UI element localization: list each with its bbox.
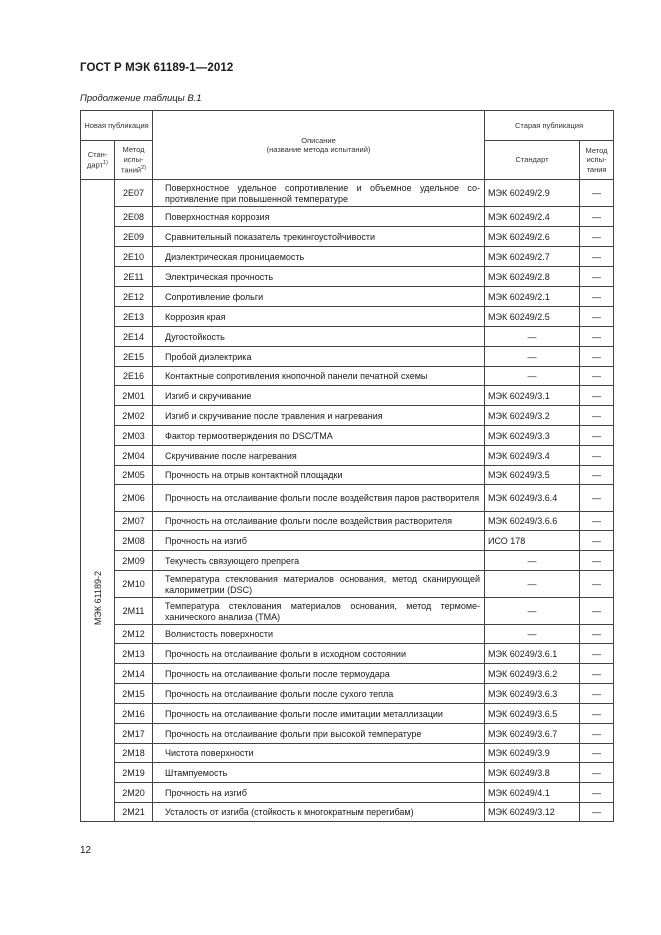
description-cell: Чистота поверхности: [153, 744, 485, 763]
old-method-cell: —: [580, 684, 614, 704]
old-standard-cell: МЭК 60249/3.6.3: [485, 684, 580, 704]
description-cell: Прочность на отслаивание фольги в исходном состоянии: [153, 644, 485, 664]
old-standard-cell: МЭК 60249/3.6.4: [485, 485, 580, 512]
method-code-cell: 2M13: [115, 644, 153, 664]
description-cell: Прочность на отслаивание фольги при высокой температуре: [153, 724, 485, 744]
table-row: [81, 347, 614, 367]
old-standard-cell: МЭК 60249/3.4: [485, 446, 580, 466]
table-row: [81, 466, 614, 485]
old-method-cell: —: [580, 783, 614, 803]
description-cell: Прочность на изгиб: [153, 783, 485, 803]
description-cell: Температура стеклования материалов основания, метод термомеханического анализа (ТМА): [153, 598, 485, 625]
method-code-cell: 2M08: [115, 531, 153, 551]
table-row: [81, 227, 614, 247]
table-row: [81, 287, 614, 307]
old-standard-cell: —: [485, 598, 580, 625]
page-number: 12: [80, 845, 92, 856]
description-cell: Прочность на отслаивание фольги после термоудара: [153, 664, 485, 684]
old-standard-cell: —: [485, 551, 580, 571]
table-row: [81, 744, 614, 763]
old-method-cell: —: [580, 466, 614, 485]
description-cell: Дугостойкость: [153, 327, 485, 347]
old-standard-cell: МЭК 60249/2.4: [485, 207, 580, 227]
old-standard-cell: —: [485, 347, 580, 367]
old-method-cell: —: [580, 803, 614, 822]
description-cell: Сопротивление фольги: [153, 287, 485, 307]
table-row: [81, 207, 614, 227]
old-method-cell: —: [580, 763, 614, 783]
old-standard-cell: МЭК 60249/2.7: [485, 247, 580, 267]
old-method-cell: —: [580, 406, 614, 426]
description-cell: Сравнительный показатель трекингоустойчивости: [153, 227, 485, 247]
old-method-cell: —: [580, 386, 614, 406]
old-standard-cell: МЭК 60249/4.1: [485, 783, 580, 803]
old-method-cell: —: [580, 367, 614, 386]
description-cell: Усталость от изгиба (стойкость к многократным перегибам): [153, 803, 485, 822]
method-code-cell: 2M21: [115, 803, 153, 822]
old-standard-cell: МЭК 60249/3.8: [485, 763, 580, 783]
description-cell: Фактор термоотверждения по DSC/TMA: [153, 426, 485, 446]
description-cell: Изгиб и скручивание: [153, 386, 485, 406]
method-code-cell: 2E09: [115, 227, 153, 247]
old-method-cell: —: [580, 207, 614, 227]
method-code-cell: 2M11: [115, 598, 153, 625]
method-code-cell: 2E15: [115, 347, 153, 367]
old-standard-cell: МЭК 60249/3.6.6: [485, 512, 580, 531]
method-code-cell: 2E11: [115, 267, 153, 287]
old-standard-cell: МЭК 60249/3.6.2: [485, 664, 580, 684]
table-row: [81, 406, 614, 426]
table-row: [81, 512, 614, 531]
table-row: [81, 598, 614, 625]
old-method-cell: —: [580, 571, 614, 598]
old-standard-cell: МЭК 60249/3.6.1: [485, 644, 580, 664]
description-cell: Температура стеклования материалов основания, метод сканирующей калориметрии (DSC): [153, 571, 485, 598]
description-cell: Поверхностное удельное сопротивление и объемное удельное сопротивление при повышенной температуре: [153, 180, 485, 207]
description-cell: Изгиб и скручивание после травления и нагревания: [153, 406, 485, 426]
old-method-cell: —: [580, 551, 614, 571]
method-code-cell: 2M02: [115, 406, 153, 426]
table-row: [81, 664, 614, 684]
description-cell: Диэлектрическая проницаемость: [153, 247, 485, 267]
old-method-cell: —: [580, 598, 614, 625]
description-cell: Коррозия края: [153, 307, 485, 327]
method-code-cell: 2M06: [115, 485, 153, 512]
old-standard-cell: МЭК 60249/2.5: [485, 307, 580, 327]
table-row: [81, 327, 614, 347]
description-header: Описание (название метода испытаний): [153, 111, 485, 180]
old-method-cell: —: [580, 180, 614, 207]
standard-group-cell: [81, 180, 115, 822]
table-row: [81, 426, 614, 446]
table-body: [81, 180, 614, 822]
description-cell: Штампуемость: [153, 763, 485, 783]
method-header: Метод испы- таний$^{2)}$: [115, 141, 153, 180]
table-row: [81, 267, 614, 287]
table-row: [81, 803, 614, 822]
method-code-cell: 2M03: [115, 426, 153, 446]
old-standard-cell: МЭК 60249/3.5: [485, 466, 580, 485]
old-method-cell: —: [580, 744, 614, 763]
method-code-cell: 2M14: [115, 664, 153, 684]
table-row: [81, 386, 614, 406]
old-method-cell: —: [580, 446, 614, 466]
old-method-cell: —: [580, 426, 614, 446]
old-standard-cell: МЭК 60249/3.9: [485, 744, 580, 763]
table-row: [81, 307, 614, 327]
table-row: [81, 684, 614, 704]
old-method-cell: —: [580, 644, 614, 664]
old-standard-cell: ИСО 178: [485, 531, 580, 551]
description-cell: Текучесть связующего препрега: [153, 551, 485, 571]
description-cell: Пробой диэлектрика: [153, 347, 485, 367]
old-standard-cell: МЭК 60249/2.9: [485, 180, 580, 207]
method-code-cell: 2M20: [115, 783, 153, 803]
old-method-cell: —: [580, 724, 614, 744]
description-cell: Прочность на отрыв контактной площадки: [153, 466, 485, 485]
table-row: [81, 704, 614, 724]
old-method-cell: —: [580, 704, 614, 724]
method-code-cell: 2E08: [115, 207, 153, 227]
method-code-cell: 2M16: [115, 704, 153, 724]
method-code-cell: 2E16: [115, 367, 153, 386]
method-code-cell: 2M01: [115, 386, 153, 406]
old-standard-cell: —: [485, 625, 580, 644]
description-cell: Электрическая прочность: [153, 267, 485, 287]
description-cell: Прочность на отслаивание фольги после сухого тепла: [153, 684, 485, 704]
old-standard-cell: МЭК 60249/3.3: [485, 426, 580, 446]
old-method-cell: —: [580, 485, 614, 512]
method-code-cell: 2M05: [115, 466, 153, 485]
table-row: [81, 485, 614, 512]
old-standard-cell: —: [485, 367, 580, 386]
old-standard-cell: МЭК 60249/2.8: [485, 267, 580, 287]
method-code-cell: 2M09: [115, 551, 153, 571]
old-standard-cell: МЭК 60249/3.12: [485, 803, 580, 822]
old-method-cell: —: [580, 307, 614, 327]
description-cell: Прочность на изгиб: [153, 531, 485, 551]
old-standard-cell: МЭК 60249/2.1: [485, 287, 580, 307]
method-code-cell: 2M07: [115, 512, 153, 531]
old-method-cell: —: [580, 625, 614, 644]
table-row: [81, 247, 614, 267]
data-table: [80, 110, 614, 822]
old-method-cell: —: [580, 512, 614, 531]
new-publication-header: Новая публикация: [81, 111, 153, 141]
old-method-cell: —: [580, 227, 614, 247]
description-cell: Поверхностная коррозия: [153, 207, 485, 227]
standard-header: Стан- дарт$^{1)}$: [81, 141, 115, 180]
method-code-cell: 2E07: [115, 180, 153, 207]
table-row: [81, 571, 614, 598]
document-title: ГОСТ Р МЭК 61189-1—2012: [80, 62, 234, 74]
old-standard-cell: МЭК 60249/2.6: [485, 227, 580, 247]
table-caption: Продолжение таблицы В.1: [80, 93, 202, 104]
old-method-cell: —: [580, 347, 614, 367]
table-row: [81, 180, 614, 207]
method-code-cell: 2M15: [115, 684, 153, 704]
old-method-cell: —: [580, 327, 614, 347]
old-method-cell: —: [580, 664, 614, 684]
method-code-cell: 2M19: [115, 763, 153, 783]
old-standard-cell: —: [485, 327, 580, 347]
table-row: [81, 783, 614, 803]
method-code-cell: 2E10: [115, 247, 153, 267]
description-cell: Прочность на отслаивание фольги после воздействия паров растворителя: [153, 485, 485, 512]
old-standard-cell: МЭК 60249/3.6.7: [485, 724, 580, 744]
old-standard-header: Стандарт: [485, 141, 580, 180]
description-cell: Контактные сопротивления кнопочной панели печатной схемы: [153, 367, 485, 386]
table-row: [81, 367, 614, 386]
old-standard-cell: МЭК 60249/3.6.5: [485, 704, 580, 724]
table-row: [81, 724, 614, 744]
old-method-cell: —: [580, 287, 614, 307]
description-cell: Волнистость поверхности: [153, 625, 485, 644]
old-standard-cell: МЭК 60249/3.1: [485, 386, 580, 406]
table-row: [81, 644, 614, 664]
old-standard-cell: —: [485, 571, 580, 598]
table-row: [81, 763, 614, 783]
method-code-cell: 2E14: [115, 327, 153, 347]
old-standard-cell: МЭК 60249/3.2: [485, 406, 580, 426]
old-method-cell: —: [580, 531, 614, 551]
method-code-cell: 2M04: [115, 446, 153, 466]
method-code-cell: 2E13: [115, 307, 153, 327]
method-code-cell: 2M18: [115, 744, 153, 763]
old-method-header: Метод испы- тания: [580, 141, 614, 180]
old-method-cell: —: [580, 247, 614, 267]
standard-group-label: МЭК 61189-2: [92, 570, 103, 626]
table-row: [81, 551, 614, 571]
old-method-cell: —: [580, 267, 614, 287]
method-code-cell: 2M10: [115, 571, 153, 598]
description-cell: Прочность на отслаивание фольги после имитации металлизации: [153, 704, 485, 724]
method-code-cell: 2E12: [115, 287, 153, 307]
method-code-cell: 2M17: [115, 724, 153, 744]
method-code-cell: 2M12: [115, 625, 153, 644]
description-cell: Прочность на отслаивание фольги после воздействия растворителя: [153, 512, 485, 531]
old-publication-header: Старая публикация: [485, 111, 614, 141]
table-row: [81, 625, 614, 644]
table-row: [81, 446, 614, 466]
description-cell: Скручивание после нагревания: [153, 446, 485, 466]
table-row: [81, 531, 614, 551]
